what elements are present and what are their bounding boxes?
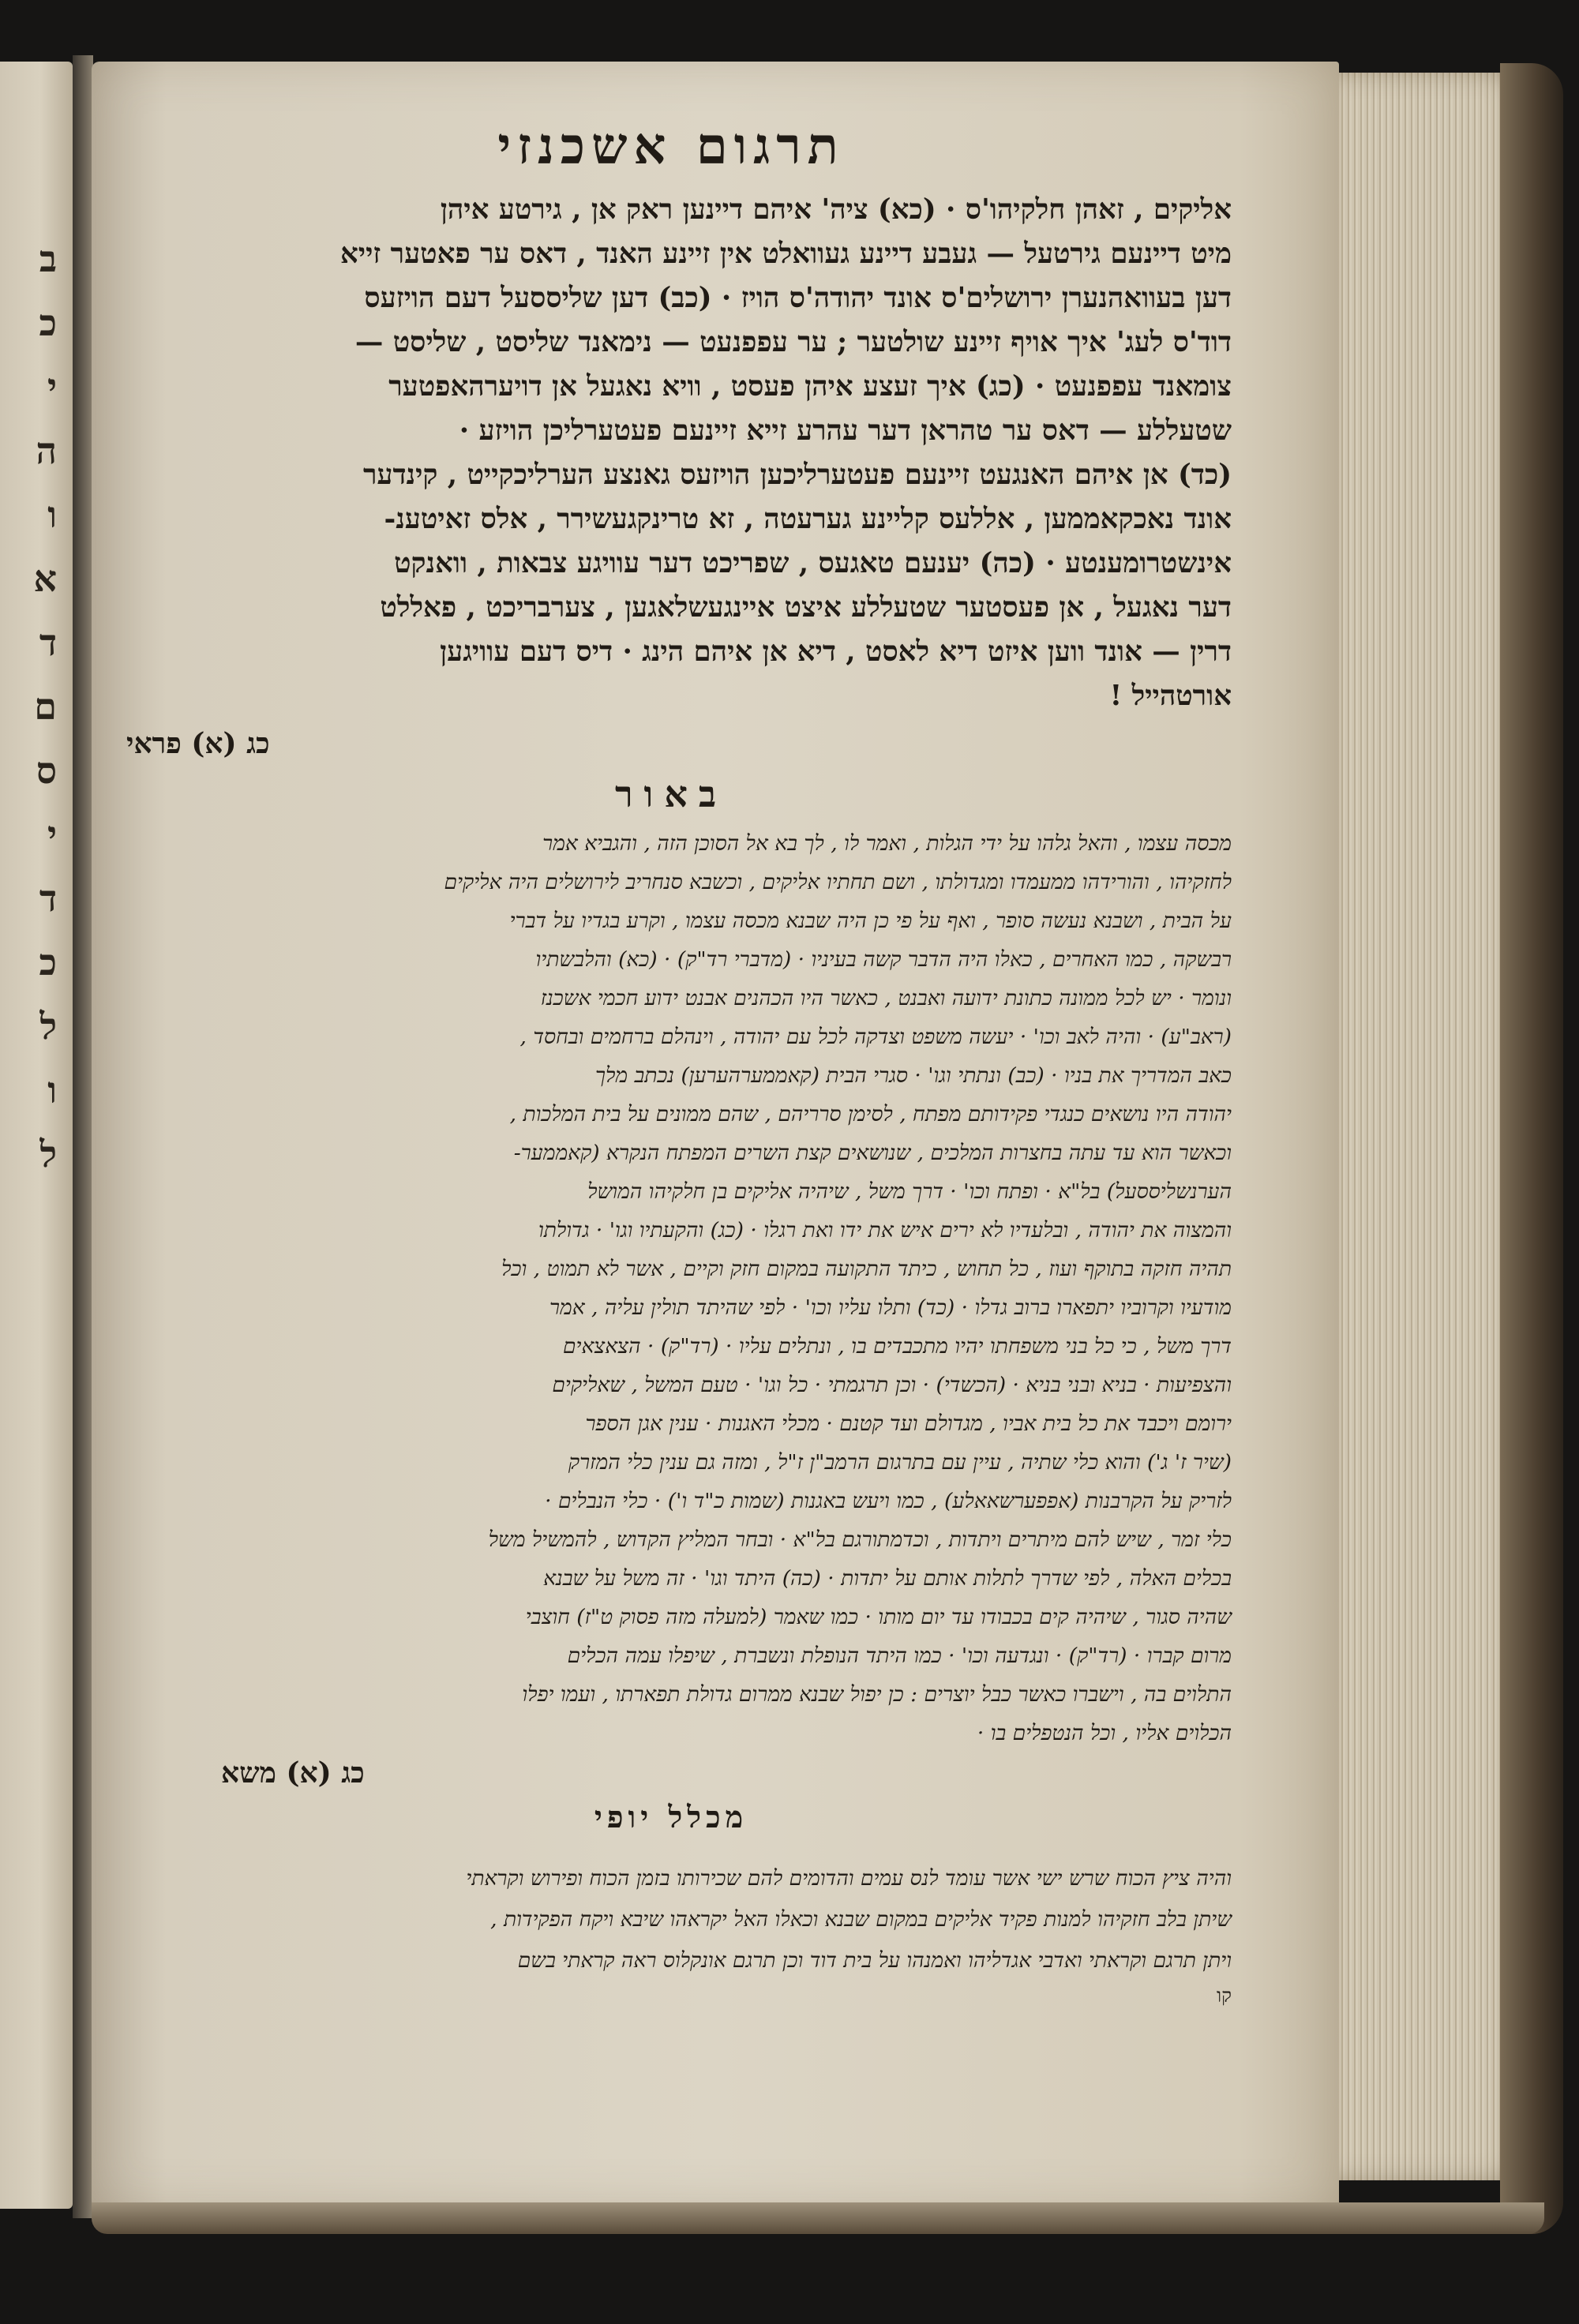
yiddish-line: אליקים , זאהן חלקיהו'ס · (כא) ציה' איהם דיינען ראק אן , גירטע איהן bbox=[440, 193, 1232, 226]
mikhlal-yofi-heading: מכלל יופי bbox=[594, 1799, 748, 1835]
left-page-glyph: כ bbox=[39, 941, 57, 984]
commentary-line: מודעיו וקרוביו יתפארו ברוב גדלו · (כד) ותלו עליו וכו' · לפי שהיתד תולין עליה , אמר bbox=[549, 1295, 1232, 1320]
yiddish-line: שטעללע — דאס ער טהראן דער עהרע זייא זיינעם פעטערליכן הויזע · bbox=[459, 414, 1232, 447]
commentary-line: תהיה חזקה בתוקף ועוז , כל תחוש , כיתד התקועה במקום חזק וקיים , אשר לא תמוט , וכל bbox=[501, 1257, 1232, 1281]
left-page-glyph: י bbox=[47, 365, 57, 408]
footnote-line: ויתן תרגם וקראתי ואדבי אגדליהו ואמנהו על בית דוד וכן תרגם אונקלוס ראה קראתי בשם bbox=[517, 1948, 1232, 1973]
commentary-line: והצפיעות · בניא ובני בניא · (הכשדי) · וכן תרגמתי · כל וגו' · טעם המשל , שאליקים bbox=[552, 1373, 1232, 1397]
commentary-line: לחזקיהו , והורידהו ממעמדו ומגדולתו , ושם תחתיו אליקים , וכשבא סנחריב לירושלים היה אליקים bbox=[444, 870, 1232, 894]
commentary-line: כאב המדריך את בניו · (כב) ונתתי וגו' · סגרי הבית (קאממערהערען) נכתב מלך bbox=[594, 1063, 1232, 1088]
commentary-line: וכאשר הוא עד עתה בחצרות המלכים , שנושאים קצת השרים המפתח הנקרא (קאממער- bbox=[513, 1141, 1232, 1165]
catchword-1: כג (א) פראי bbox=[126, 727, 270, 760]
yiddish-line: (כד) אן איהם האנגעט זיינעם פעטערליכען הויזעס גאנצע הערליכקייט , קינדער bbox=[362, 459, 1232, 491]
commentary-line: ירומם ויכבד את כל בית אביו , מגדולם ועד קטנם · מכלי האגנות · ענין אגן הספר bbox=[585, 1411, 1232, 1436]
bottom-edge bbox=[92, 2202, 1544, 2234]
left-page-edge bbox=[0, 62, 73, 2209]
left-page-glyph: ם bbox=[34, 685, 57, 728]
left-page-glyph: ה bbox=[36, 429, 57, 472]
yiddish-line: דרין — אונד ווען איזט דיא לאסט , דיא אן איהם הינג · דיס דעם עוויגען bbox=[440, 635, 1232, 668]
signature-row-1 bbox=[111, 722, 1232, 766]
commentary-line: בכלים האלה , לפי שדרך לתלות אותם על יתדות · (כה) היתד וגו' · זה משל על שבנא bbox=[543, 1566, 1232, 1591]
catchword-2: כג (א) משא bbox=[221, 1756, 365, 1790]
left-page-glyphs bbox=[2, 227, 57, 1648]
commentary-line: על הבית , ושבנא נעשה סופר , ואף על פי כן היה שבנא מכסה עצמו , וקרע בגדיו על דברי bbox=[509, 909, 1232, 933]
commentary-line: רבשקה , כמו האחרים , כאלו היה הדבר קשה בעיניו · (מדברי רד"ק) · (כא) והלבשתיו bbox=[535, 947, 1232, 972]
left-page-glyph: א bbox=[33, 557, 57, 600]
commentary-line: דרך משל , כי כל בני משפחתו יהיו מתכבדים בו , ונתלים עליו · (רד"ק) · הצאצאים bbox=[562, 1334, 1232, 1359]
commentary-line: הכלוים אליו , וכל הנטפלים בו · bbox=[977, 1721, 1232, 1745]
left-page-glyph: כ bbox=[39, 302, 57, 344]
commentary-line: (שיר ז' ג') והוא כלי שתיה , עיין עם בתרגום הרמב"ן ז"ל , ומזה גם ענין כלי המזרק bbox=[568, 1450, 1232, 1475]
left-page-glyph: ס bbox=[36, 749, 57, 792]
left-page-glyph: י bbox=[47, 813, 57, 856]
yiddish-line: מיט דיינעם גירטעל — געבע דיינע געוואלט אין זיינע האנד , דאס ער פאטער זייא bbox=[339, 238, 1232, 270]
left-page-glyph: ו bbox=[47, 493, 57, 536]
cover-edge bbox=[1500, 63, 1563, 2234]
footnote-line: שיתן בלב חזקיהו למנות פקיד אליקים במקום שבנא וכאלו האל יקראהו שיבא ויקח הפקידות , bbox=[490, 1907, 1232, 1932]
commentary-line: לזריק על הקרבנות (אפפערשאאלע) , כמו ויעש באגנות (שמות כ"ד ו') · כלי הנבלים · bbox=[545, 1489, 1232, 1513]
book-gutter bbox=[73, 55, 93, 2218]
yiddish-line: אורטהייל ! bbox=[1109, 680, 1232, 712]
yiddish-line: אינשטרומענטע · (כה) יענעם טאגעס , שפריכט דער עוויגע צבאות , וואנקט bbox=[394, 547, 1232, 579]
left-page-glyph: ל bbox=[39, 1005, 57, 1048]
page-content bbox=[111, 111, 1232, 2195]
commentary-line: מכסה עצמו , והאל גלהו על ידי הגלות , ואמר לו , לך בא אל הסוכן הזה , והגביא אמר bbox=[542, 831, 1232, 856]
mikhlal-yofi-notes bbox=[111, 1858, 1232, 1981]
commentary-line: שהיה סגור , שיהיה קים בכבודו עד יום מותו · כמו שאמר (למעלה מזה פסוק ט"ז) חוצבי bbox=[525, 1605, 1232, 1629]
left-page-glyph: ל bbox=[39, 1133, 57, 1175]
biur-commentary bbox=[111, 824, 1232, 1752]
yiddish-line: דער נאגעל , אן פעסטער שטעללע איצט איינגעשלאגען , צערבריכט , פאללט bbox=[380, 591, 1232, 624]
commentary-line: ונומר · יש לכל ממונה כתונת ידועה ואבנט , כאשר היו הכהנים אבנט ידוע חכמי אשכנז bbox=[540, 986, 1232, 1010]
biur-heading: באור bbox=[614, 773, 728, 815]
page-title: תרגום אשכנזי bbox=[497, 117, 845, 176]
commentary-line: והמצוה את יהודה , ובלעדיו לא ירים איש את ידו ואת רגלו · (כג) והקעתיו וגו' · גדולתו bbox=[538, 1218, 1232, 1243]
commentary-line: מרום קברו · (רד"ק) · ונגדעה וכו' · כמו היתד הנופלת ונשברת , שיפלו עמה הכלים bbox=[567, 1644, 1232, 1668]
footnote-tail: קו bbox=[1217, 1985, 1232, 2007]
footnote-line: והיה ציץ הכוח שרש ישי אשר עומד לנס עמים והדומים להם שכירותו בזמן הכוח ופירוש וקראתי bbox=[466, 1866, 1232, 1891]
commentary-line: יהודה היו נושאים כנגדי פקידותם מפתח , לסימן סרריהם , שהם ממונים על בית המלכות , bbox=[509, 1102, 1232, 1126]
yiddish-translation bbox=[111, 188, 1232, 718]
commentary-line: התלוים בה , וישברו כאשר כבל יוצרים : כן יפול שבנא ממרום גדולת תפארתו , ועמו יפלו bbox=[522, 1682, 1232, 1707]
yiddish-line: דען בעוואהנערן ירושלים'ס אונד יהודה'ס הויז · (כב) דען שליססעל דעם הויזעס bbox=[364, 282, 1232, 314]
left-page-glyph: ב bbox=[39, 238, 57, 280]
yiddish-line: דוד'ס לעג' איך אויף זיינע שולטער ; ער עפפנעט — נימאנד שליסט , שליסט — bbox=[354, 326, 1232, 358]
left-page-glyph: ד bbox=[39, 877, 57, 920]
yiddish-line: אונד נאכקאממען , אללעס קליינע גערעטה , זא טרינקגעשירר , אלס זאיטענ- bbox=[384, 503, 1232, 535]
commentary-line: הערנשליססעל) בל"א · ופתח וכו' · דרך משל , שיהיה אליקים בן חלקיהו המושל bbox=[587, 1179, 1232, 1204]
left-page-glyph: ו bbox=[47, 1069, 57, 1111]
commentary-line: כלי זמר , שיש להם מיתרים ויתדות , וכדמתורגם בל"א · ובחר המליץ הקדוש , להמשיל משל bbox=[488, 1527, 1232, 1552]
commentary-line: (ראב"ע) · והיה לאב וכו' · יעשה משפט וצדקה לכל עם יהודה , וינהלם ברחמים ובחסד , bbox=[519, 1025, 1232, 1049]
yiddish-line: צומאנד עפפנעט · (כג) איך זעצע איהן פעסט , וויא נאגעל אן דויערהאפטער bbox=[388, 370, 1232, 403]
left-page-glyph: ד bbox=[39, 621, 57, 664]
